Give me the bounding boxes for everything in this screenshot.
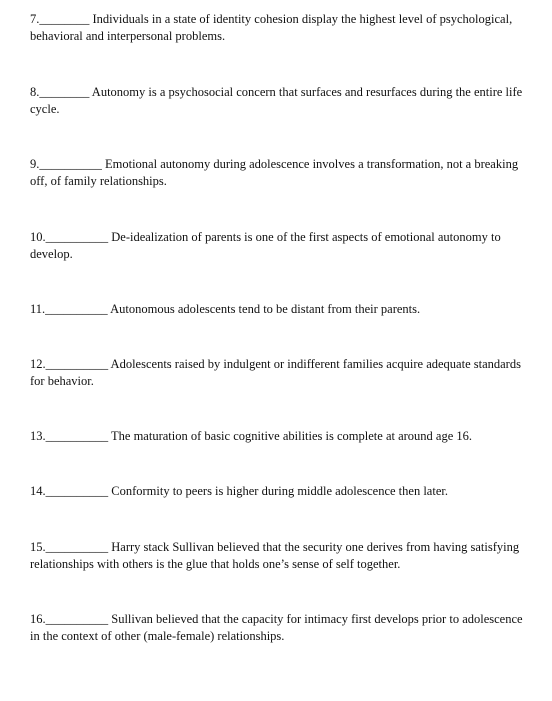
question-11 bbox=[30, 301, 530, 318]
question-text: Conformity to peers is higher during middle adolescence then later. bbox=[108, 484, 448, 498]
answer-blank[interactable]: __________ bbox=[39, 157, 102, 171]
question-text: Autonomous adolescents tend to be distant from their parents. bbox=[107, 302, 421, 316]
question-number: 13. bbox=[30, 429, 46, 443]
question-13 bbox=[30, 428, 530, 445]
question-text: Emotional autonomy during adolescence involves a transformation, not a breaking off, of family relationships. bbox=[30, 157, 519, 188]
question-text: Autonomy is a psychosocial concern that surfaces and resurfaces during the entire life cycle. bbox=[30, 85, 523, 116]
question-9 bbox=[30, 156, 530, 190]
question-text: Harry stack Sullivan believed that the security one derives from having satisfying relationships with others is the glue that holds one’s sense of self together. bbox=[30, 540, 520, 571]
question-number: 15. bbox=[30, 540, 46, 554]
question-number: 8. bbox=[30, 85, 40, 99]
answer-blank[interactable]: __________ bbox=[45, 540, 109, 554]
question-number: 9. bbox=[30, 157, 40, 171]
question-number: 11. bbox=[30, 302, 46, 316]
question-number: 14. bbox=[30, 484, 46, 498]
answer-blank[interactable]: __________ bbox=[45, 230, 109, 244]
question-number: 10. bbox=[30, 230, 46, 244]
answer-blank[interactable]: __________ bbox=[45, 484, 109, 498]
question-text: Sullivan believed that the capacity for intimacy first develops prior to adolescence in the context of other (male-female) relationships. bbox=[30, 612, 523, 643]
question-number: 12. bbox=[30, 357, 46, 371]
question-number: 16. bbox=[30, 612, 46, 626]
answer-blank[interactable]: ________ bbox=[39, 85, 90, 99]
question-12 bbox=[30, 356, 530, 390]
answer-blank[interactable]: __________ bbox=[45, 302, 108, 316]
answer-blank[interactable]: __________ bbox=[45, 612, 109, 626]
question-10 bbox=[30, 229, 530, 263]
question-text: Individuals in a state of identity cohesion display the highest level of psychological, behavioral and interpersonal problems. bbox=[30, 12, 513, 43]
question-text: Adolescents raised by indulgent or indifferent families acquire adequate standards for behavior. bbox=[30, 357, 521, 388]
question-15 bbox=[30, 539, 530, 573]
question-number: 7. bbox=[30, 12, 40, 26]
answer-blank[interactable]: __________ bbox=[45, 357, 109, 371]
answer-blank[interactable]: ________ bbox=[39, 12, 90, 26]
answer-blank[interactable]: __________ bbox=[45, 429, 109, 443]
question-text: De-idealization of parents is one of the first aspects of emotional autonomy to develop. bbox=[30, 230, 501, 261]
question-16 bbox=[30, 611, 530, 645]
question-8 bbox=[30, 84, 530, 118]
question-7 bbox=[30, 11, 530, 45]
question-14 bbox=[30, 483, 530, 500]
question-text: The maturation of basic cognitive abilities is complete at around age 16. bbox=[108, 429, 473, 443]
